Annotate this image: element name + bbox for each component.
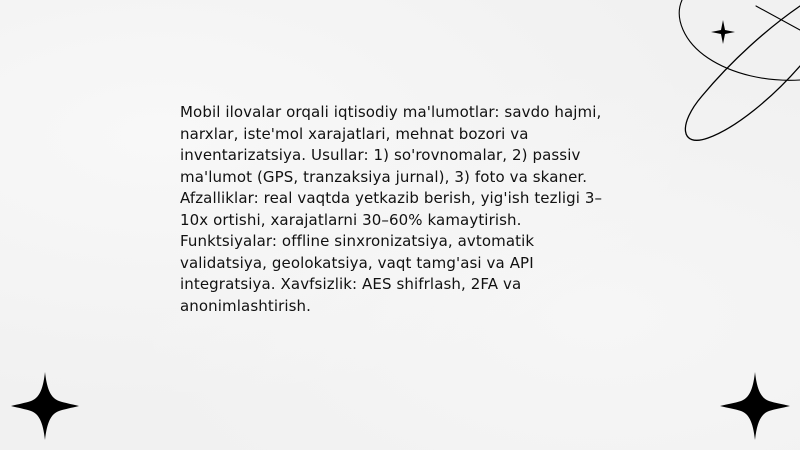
four-point-star-icon [720,372,790,440]
slide-body-text: Mobil ilovalar orqali iqtisodiy ma'lumotlar: savdo hajmi, narxlar, iste'mol xarajatlari, mehnat bozori va inventarizatsiya. Usullar: 1) so'rovnomalar, 2) passiv ma'lumot (GPS, tranzaksiya jurnal), 3) foto va skaner. Afzalliklar: real vaqtda yetkazib berish, yig'ish tezligi 3–10x ortishi, xarajatlarni 30–60% kamaytirish. Funktsiyalar: offline sinxronizatsiya, avtomatik validatsiya, geolokatsiya, vaqt tamg'asi va API integratsiya. Xavfsizlik: AES shifrlash, 2FA va anonimlashtirish. [180,103,603,315]
orbit-sparkle-icon [674,0,800,145]
four-point-star-icon [11,372,79,440]
